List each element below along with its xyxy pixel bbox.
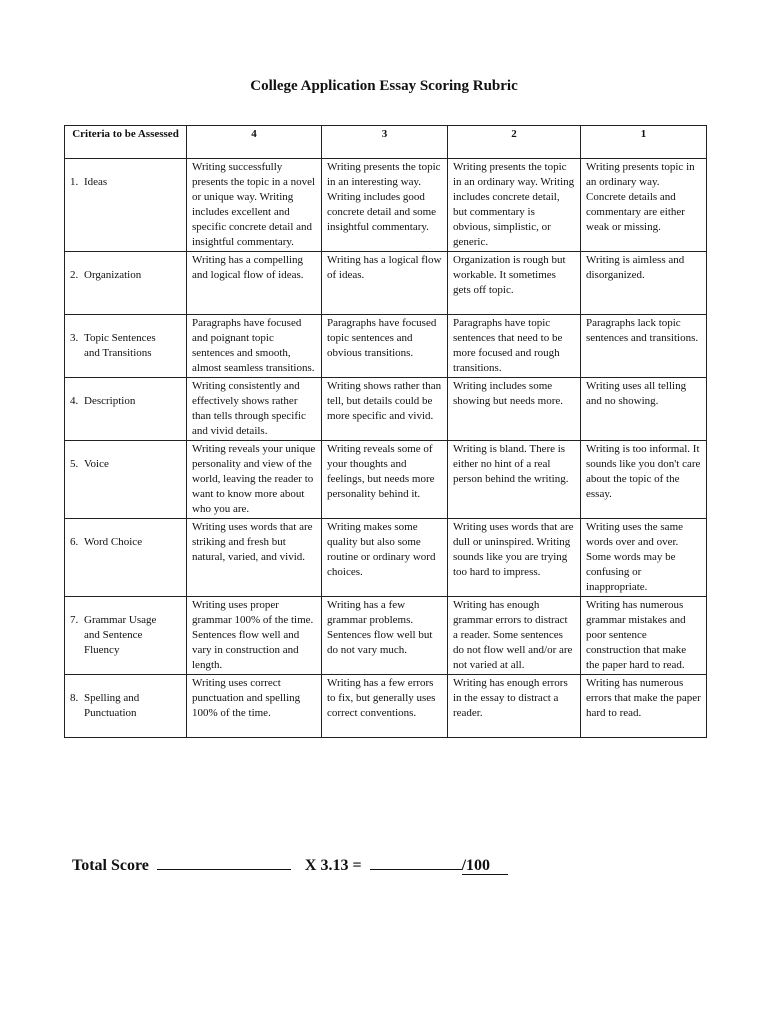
score-1-cell: Writing presents topic in an ordinary way. Concrete details and commentary are either weak or missing. xyxy=(581,159,707,252)
criteria-number: 8. xyxy=(70,692,79,704)
score-4-cell: Writing consistently and effectively shows rather than tells through specific and vivid details. xyxy=(187,378,322,441)
score-4-cell: Writing uses proper grammar 100% of the time. Sentences flow well and vary in construction and length. xyxy=(187,597,322,675)
score-3-cell: Writing has a logical flow of ideas. xyxy=(322,252,448,315)
score-2-cell: Writing presents the topic in an ordinary way. Writing includes concrete detail, but commentary is obvious, simplistic, or generic. xyxy=(448,159,581,252)
score-3-cell: Writing presents the topic in an interesting way. Writing includes good concrete detail and some insightful commentary. xyxy=(322,159,448,252)
criteria-cell xyxy=(65,597,187,675)
criteria-cell xyxy=(65,519,187,597)
table-row xyxy=(65,159,707,252)
criteria-cell xyxy=(65,159,187,252)
score-4-cell: Writing uses words that are striking and fresh but natural, varied, and vivid. xyxy=(187,519,322,597)
criteria-number: 5. xyxy=(70,458,79,470)
score-4-cell: Paragraphs have focused and poignant topic sentences and smooth, almost seamless transitions. xyxy=(187,315,322,378)
multiplier-text: X 3.13 = xyxy=(304,857,362,874)
score-3-cell: Paragraphs have focused topic sentences and obvious transitions. xyxy=(322,315,448,378)
score-1-cell: Writing is aimless and disorganized. xyxy=(581,252,707,315)
header-score-4: 4 xyxy=(187,126,322,159)
criteria-label: Word Choice xyxy=(84,536,143,548)
score-2-cell: Writing includes some showing but needs more. xyxy=(448,378,581,441)
score-1-cell: Writing has numerous grammar mistakes and poor sentence construction that make the paper hard to read. xyxy=(581,597,707,675)
rubric-table xyxy=(64,125,707,738)
header-score-2: 2 xyxy=(448,126,581,159)
score-2-cell: Writing is bland. There is either no hint of a real person behind the writing. xyxy=(448,441,581,519)
criteria-number: 7. xyxy=(70,614,79,626)
score-3-cell: Writing makes some quality but also some routine or ordinary word choices. xyxy=(322,519,448,597)
total-score-label: Total Score xyxy=(72,857,149,874)
table-row xyxy=(65,378,707,441)
score-3-cell: Writing reveals some of your thoughts and feelings, but needs more personality behind it. xyxy=(322,441,448,519)
criteria-label: Voice xyxy=(84,458,109,470)
score-1-cell: Writing uses the same words over and over. Some words may be confusing or inappropriate. xyxy=(581,519,707,597)
total-score-line xyxy=(72,855,508,876)
score-2-cell: Paragraphs have topic sentences that need to be more focused and rough transitions. xyxy=(448,315,581,378)
criteria-cell xyxy=(65,315,187,378)
criteria-number: 6. xyxy=(70,536,79,548)
criteria-cell xyxy=(65,252,187,315)
table-row xyxy=(65,441,707,519)
score-4-cell: Writing reveals your unique personality and view of the world, leaving the reader to want to know more about who you are. xyxy=(187,441,322,519)
score-4-cell: Writing uses correct punctuation and spelling 100% of the time. xyxy=(187,675,322,738)
score-1-cell: Writing uses all telling and no showing. xyxy=(581,378,707,441)
criteria-label: Grammar Usage and Sentence Fluency xyxy=(84,614,157,656)
header-score-3: 3 xyxy=(322,126,448,159)
score-3-cell: Writing has a few grammar problems. Sentences flow well but do not vary much. xyxy=(322,597,448,675)
criteria-number: 2. xyxy=(70,269,79,281)
score-2-cell: Writing uses words that are dull or uninspired. Writing sounds like you are trying too hard to impress. xyxy=(448,519,581,597)
table-row xyxy=(65,597,707,675)
score-3-cell: Writing has a few errors to fix, but generally uses correct conventions. xyxy=(322,675,448,738)
criteria-label: Description xyxy=(84,395,136,407)
criteria-number: 3. xyxy=(70,332,79,344)
table-row xyxy=(65,675,707,738)
score-2-cell: Organization is rough but workable. It sometimes gets off topic. xyxy=(448,252,581,315)
score-4-cell: Writing successfully presents the topic in a novel or unique way. Writing includes excellent and specific concrete detail and insightful commentary. xyxy=(187,159,322,252)
criteria-number: 1. xyxy=(70,176,79,188)
final-score-blank[interactable] xyxy=(370,855,462,870)
criteria-cell xyxy=(65,675,187,738)
criteria-cell xyxy=(65,441,187,519)
page-title: College Application Essay Scoring Rubric xyxy=(250,78,518,94)
criteria-label: Spelling and Punctuation xyxy=(84,692,140,719)
out-of-text: /100 xyxy=(462,857,508,875)
score-2-cell: Writing has enough errors in the essay to distract a reader. xyxy=(448,675,581,738)
criteria-label: Organization xyxy=(84,269,142,281)
score-1-cell: Writing has numerous errors that make the paper hard to read. xyxy=(581,675,707,738)
criteria-label: Topic Sentences and Transitions xyxy=(84,332,156,359)
score-3-cell: Writing shows rather than tell, but details could be more specific and vivid. xyxy=(322,378,448,441)
score-4-cell: Writing has a compelling and logical flow of ideas. xyxy=(187,252,322,315)
table-row xyxy=(65,315,707,378)
header-row xyxy=(65,126,707,159)
total-score-blank[interactable] xyxy=(157,855,291,870)
table-row xyxy=(65,252,707,315)
score-1-cell: Paragraphs lack topic sentences and transitions. xyxy=(581,315,707,378)
criteria-number: 4. xyxy=(70,395,79,407)
header-criteria: Criteria to be Assessed xyxy=(65,126,187,159)
criteria-label: Ideas xyxy=(84,176,108,188)
header-score-1: 1 xyxy=(581,126,707,159)
criteria-cell xyxy=(65,378,187,441)
score-2-cell: Writing has enough grammar errors to distract a reader. Some sentences do not flow well and/or are not varied at all. xyxy=(448,597,581,675)
table-row xyxy=(65,519,707,597)
score-1-cell: Writing is too informal. It sounds like you don't care about the topic of the essay. xyxy=(581,441,707,519)
